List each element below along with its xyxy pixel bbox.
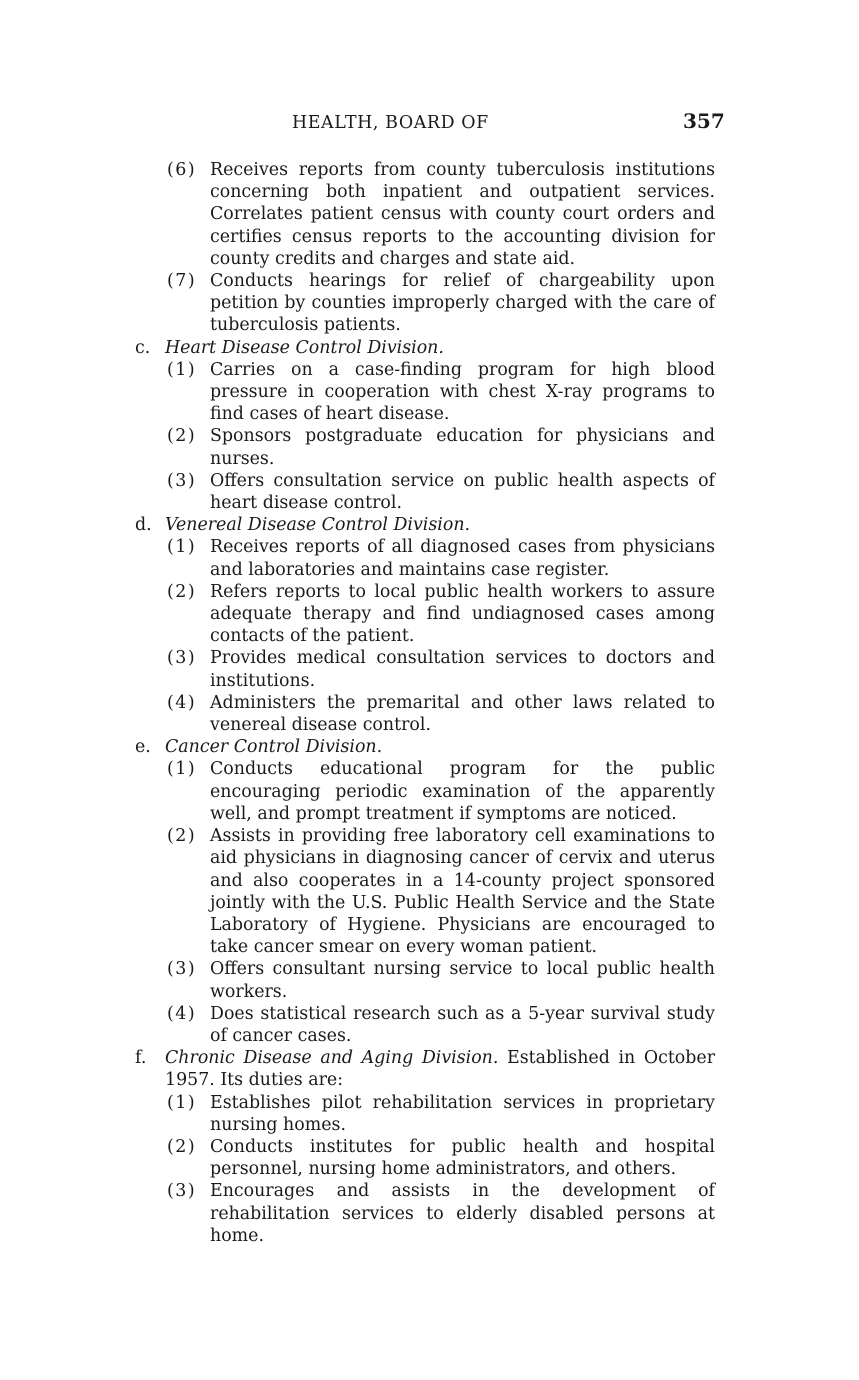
item-number: (7) — [167, 271, 197, 292]
list-item — [167, 1136, 715, 1180]
item-text: Receives reports of all diagnosed cases from physicians and laboratories and maintains case register. — [210, 537, 715, 580]
item-text: Administers the premarital and other laws related to venereal disease control. — [210, 692, 715, 736]
section-title-line — [165, 514, 715, 536]
section-title-suffix: Established in October 1957. Its duties are: — [165, 1048, 716, 1091]
list-item — [167, 536, 715, 580]
list-item — [167, 359, 715, 426]
list-item — [167, 692, 715, 736]
list-item — [167, 647, 715, 691]
section-heading — [135, 736, 715, 758]
item-number: (2) — [167, 581, 197, 602]
document-body — [0, 159, 859, 1247]
running-header — [0, 109, 859, 136]
section-title-line — [165, 736, 715, 758]
item-text: Establishes pilot rehabilitation services in proprietary nursing homes. — [210, 1092, 715, 1135]
item-text: Does statistical research such as a 5-year survival study of cancer cases. — [210, 1003, 715, 1046]
list-item — [167, 425, 715, 469]
item-text: Receives reports from county tuberculosis institutions concerning both inpatient and outpatient services. Correlates patient census with county court orders and certifies census reports to the accounting division for county credits and charges and state aid. — [210, 160, 715, 269]
section-title-line — [165, 1047, 715, 1091]
item-text: Provides medical consultation services to doctors and institutions. — [210, 648, 715, 691]
item-number: (2) — [167, 1136, 197, 1157]
item-number: (3) — [167, 648, 197, 669]
list-item — [167, 270, 715, 337]
item-text: Carries on a case-finding program for high blood pressure in cooperation with chest X-ray programs to find cases of heart disease. — [210, 359, 715, 425]
item-text: Conducts institutes for public health and hospital personnel, nursing home administrators, and others. — [210, 1136, 715, 1180]
item-text: Offers consultation service on public health aspects of heart disease control. — [210, 470, 715, 514]
list-item — [167, 758, 715, 825]
list-item — [167, 159, 715, 270]
item-text: Assists in providing free laboratory cell examinations to aid physicians in diagnosing cancer of cervix and uterus and also cooperates in a 14-county project sponsored jointly with the U.S. Public Health Service and the State Laboratory of Hygiene. Physicians are encouraged to take cancer smear on every woman patient. — [210, 826, 715, 958]
item-number: (6) — [167, 160, 197, 180]
item-number: (4) — [167, 1003, 197, 1024]
list-item — [167, 958, 715, 1002]
item-number: (4) — [167, 692, 197, 713]
item-number: (3) — [167, 959, 197, 980]
section-letter: d. — [135, 515, 152, 536]
section-title: Cancer Control Division. — [165, 737, 383, 758]
item-number: (2) — [167, 826, 197, 847]
section-heading — [135, 1047, 715, 1091]
item-text: Conducts educational program for the public encouraging periodic examination of the apparently well, and prompt treatment if symptoms are noticed. — [210, 759, 715, 824]
section-letter: c. — [135, 337, 151, 358]
section-title-line — [165, 337, 715, 359]
section-heading — [135, 514, 715, 536]
item-text: Conducts hearings for relief of chargeability upon petition by counties improperly charged with the care of tuberculosis patients. — [210, 271, 715, 336]
section-title: Chronic Disease and Aging Division. — [165, 1048, 499, 1069]
page-number: 357 — [683, 109, 725, 133]
item-number: (1) — [167, 1092, 197, 1113]
item-text: Offers consultant nursing service to local public health workers. — [210, 959, 715, 1002]
section-letter: f. — [135, 1048, 147, 1069]
section-title: Heart Disease Control Division. — [165, 337, 444, 358]
list-item — [167, 825, 715, 958]
item-number: (3) — [167, 470, 197, 491]
list-item — [167, 1092, 715, 1136]
list-item — [167, 470, 715, 514]
section-title: Venereal Disease Control Division. — [165, 515, 471, 536]
list-item — [167, 1180, 715, 1247]
item-number: (3) — [167, 1181, 197, 1202]
item-text: Refers reports to local public health workers to assure adequate therapy and find undiagnosed cases among contacts of the patient. — [210, 581, 715, 647]
item-text: Sponsors postgraduate education for physicians and nurses. — [210, 426, 715, 469]
item-number: (1) — [167, 537, 197, 558]
item-number: (1) — [167, 759, 197, 780]
item-number: (1) — [167, 359, 197, 380]
item-number: (2) — [167, 426, 197, 447]
item-text: Encourages and assists in the development of rehabilitation services to elderly disabled persons at home. — [210, 1181, 715, 1246]
list-item — [167, 1003, 715, 1047]
section-letter: e. — [135, 737, 151, 758]
running-title: HEALTH, BOARD OF — [292, 113, 489, 133]
list-item — [167, 581, 715, 648]
section-heading — [135, 337, 715, 359]
